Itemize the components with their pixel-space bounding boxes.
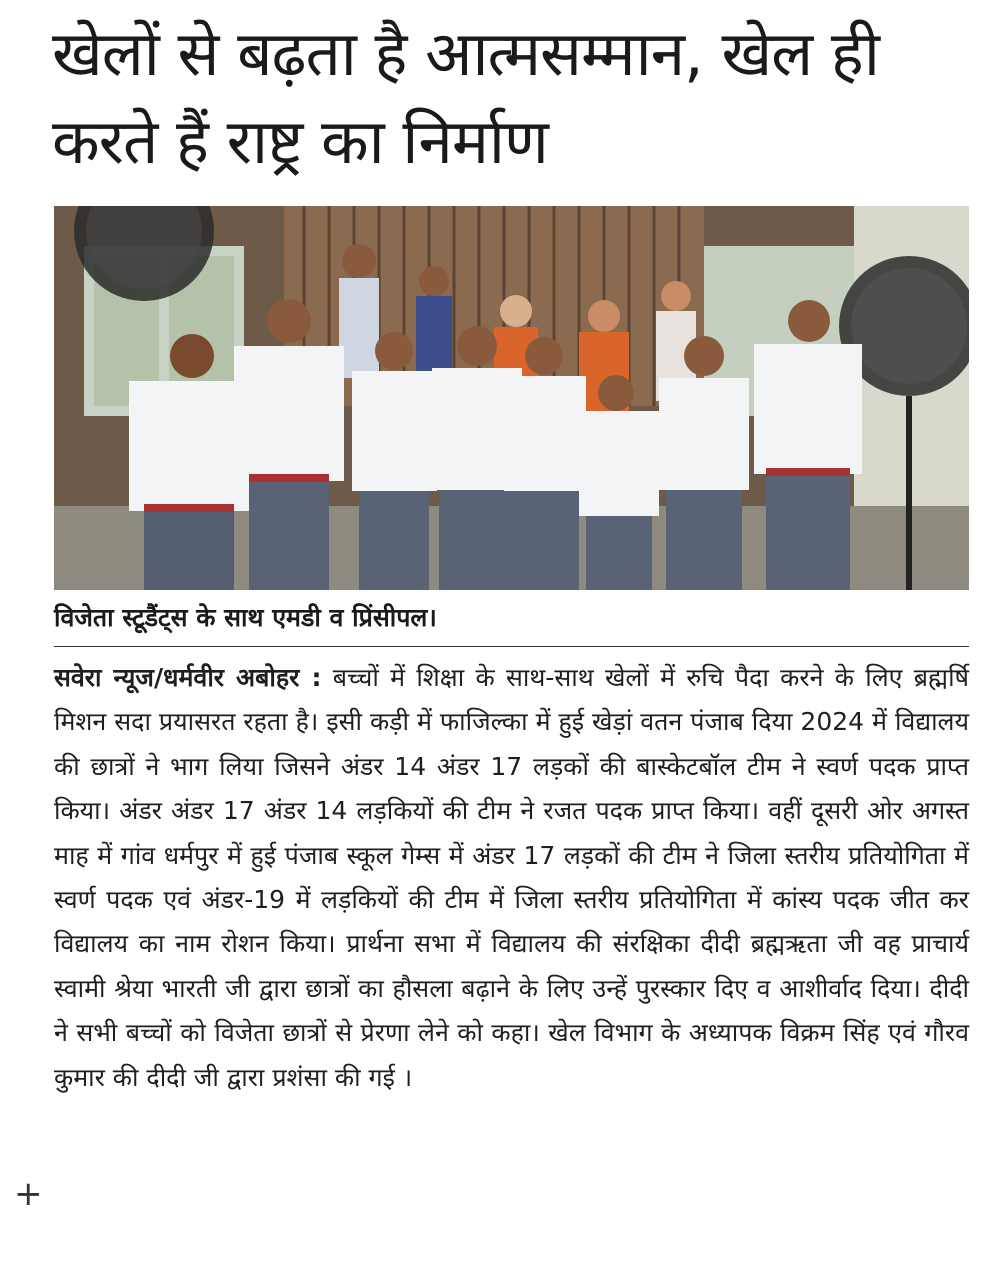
headline: खेलों से बढ़ता है आत्मसम्मान, खेल ही करते हैं राष्ट्र का निर्माण	[52, 17, 879, 178]
margin-plus-mark: +	[14, 1174, 43, 1214]
body-text: बच्चों में शिक्षा के साथ-साथ खेलों में रुचि पैदा करने के लिए ब्रह्मर्षि मिशन सदा प्रयासरत रहता है। इसी कड़ी में फाजिल्का में हुई खेड़ां वतन पंजाब दिया 2024 में विद्यालय की छात्रों ने भाग लिया जिसने अंडर 14 अंडर 17 लड़कों की बास्केटबॉल टीम ने स्वर्ण पदक प्राप्त किया। अंडर अंडर 17 अंडर 14 लड़कियों की टीम ने रजत पदक प्राप्त किया। वहीं दूसरी ओर अगस्त माह में गांव धर्मपुर में हुई पंजाब स्कूल गेम्स में अंडर 17 लड़कों की टीम ने जिला स्तरीय प्रतियोगिता में स्वर्ण पदक एवं अंडर-19 में लड़कियों की टीम में जिला स्तरीय प्रतियोगिता में कांस्य पदक जीत कर विद्यालय का नाम रोशन किया। प्रार्थना सभा में विद्यालय की संरक्षिका दीदी ब्रह्मऋता जी वह प्राचार्य स्वामी श्रेया भारती जी द्वारा छात्रों का हौसला बढ़ाने के लिए उन्हें पुरस्कार दिए व आशीर्वाद दिया। दीदी ने सभी बच्चों को विजेता छात्रों से प्रेरणा लेने को कहा। खेल विभाग के अध्यापक विक्रम सिंह एवं गौरव कुमार की दीदी जी द्वारा प्रशंसा की गई ।	[54, 663, 969, 1092]
caption-divider	[54, 646, 969, 647]
photo-caption: विजेता स्टूडैंट्स के साथ एमडी व प्रिंसीपल।	[54, 603, 437, 632]
dateline: सवेरा न्यूज/धर्मवीर अबोहर :	[54, 663, 322, 692]
group-photo	[54, 206, 969, 590]
article-body	[54, 656, 969, 1100]
